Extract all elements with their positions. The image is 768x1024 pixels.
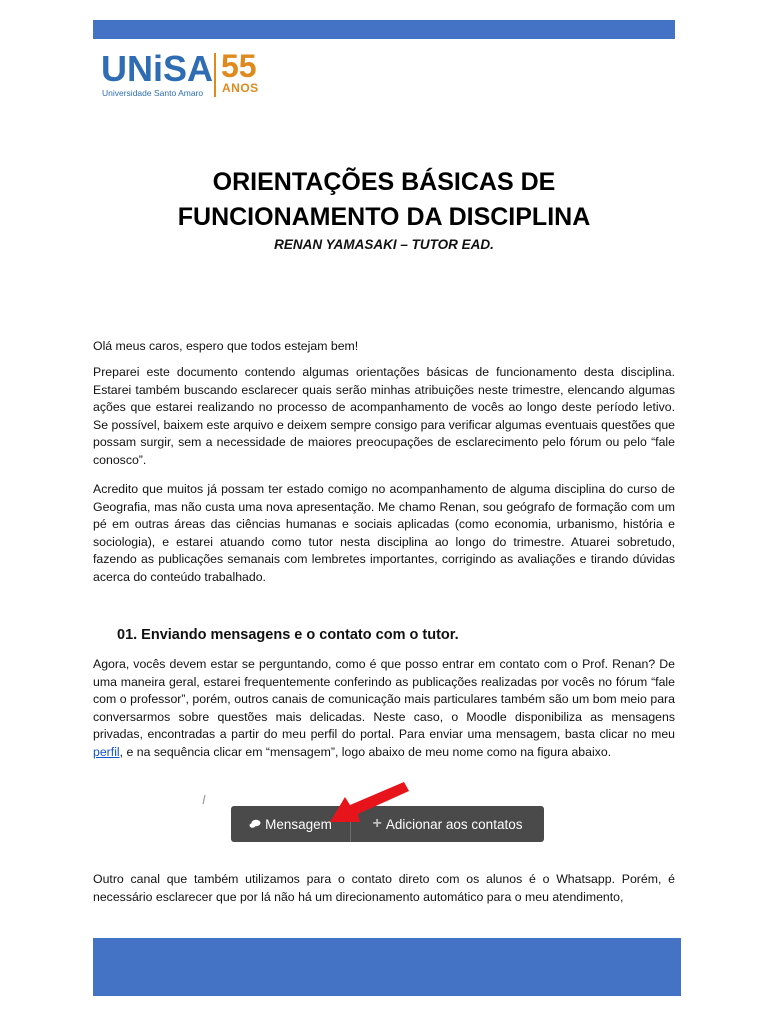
greeting-paragraph: Olá meus caros, espero que todos estejam bem! <box>93 339 359 353</box>
logo-subtitle: Universidade Santo Amaro <box>102 88 204 98</box>
logo-divider <box>214 53 216 97</box>
red-arrow-icon <box>326 780 410 826</box>
messages-paragraph <box>93 656 675 762</box>
unisa-logo <box>101 50 271 102</box>
section-heading-messages: 01. Enviando mensagens e o contato com o tutor. <box>117 627 459 643</box>
document-title <box>93 165 675 235</box>
messages-text-start: Agora, vocês devem estar se perguntando, como é que posso entrar em contato com o Prof. Renan? De uma maneira geral, estarei frequentemente conferindo as publicações realizadas por vocês no fórum “fale com o professor”, porém, outros canais de comunicação mais particulares também são um bom meio para conversarmos sobre questões mais delicadas. Neste caso, o Moodle disponibiliza as mensagens privadas, encontradas a partir do meu perfil do portal. Para enviar uma mensagem, basta clicar no meu <box>93 657 675 742</box>
document-subtitle: RENAN YAMASAKI – TUTOR EAD. <box>274 237 494 252</box>
add-contacts-label: Adicionar aos contatos <box>385 816 523 832</box>
footer-bar <box>93 938 681 996</box>
title-line-1: ORIENTAÇÕES BÁSICAS DE <box>212 168 556 196</box>
intro-paragraph: Preparei este documento contendo algumas orientações básicas de funcionamento desta disciplina. Estarei também buscando esclarecer quais serão minhas atribuições neste trimestre, elencando algumas ações que estarei realizando no processo de acompanhamento de vocês ao longo deste período letivo. Se possível, baixem este arquivo e deixem sempre consigo para verificar algumas eventuais questões que possam surgir, sem a necessidade de maiores preocupações de esclarecimento pelo fórum ou pelo “fale conosco”. <box>93 365 675 467</box>
title-line-2: FUNCIONAMENTO DA DISCIPLINA <box>177 203 591 231</box>
whatsapp-paragraph: Outro canal que também utilizamos para o contato direto com os alunos é o Whatsapp. Porém, é necessário esclarecer que por lá não há um direcionamento automático para o meu atendimento, <box>93 872 675 904</box>
stray-mark <box>202 795 206 805</box>
messages-text-end: , e na sequência clicar em “mensagem”, logo abaixo de meu nome como na figura abaixo. <box>119 744 612 759</box>
logo-years: 55 <box>221 48 257 84</box>
profile-link[interactable]: perfil <box>93 744 120 759</box>
speech-bubble-icon <box>249 819 261 829</box>
header-bar <box>93 20 675 39</box>
message-button-label: Mensagem <box>265 816 332 832</box>
logo-years-label: ANOS <box>222 81 259 95</box>
presentation-paragraph: Acredito que muitos já possam ter estado comigo no acompanhamento de alguma disciplina do curso de Geografia, mas não custa uma nova apresentação. Me chamo Renan, sou geógrafo de formação com um pé em outras áreas das ciências humanas e sociais aplicadas (como economia, urbanismo, história e sociologia), e estarei atuando como tutor nesta disciplina ao longo do trimestre. Atuarei sobretudo, fazendo as publicações semanais com lembretes importantes, corrigindo as avaliações e tirando dúvidas acerca do conteúdo trabalhado. <box>93 482 675 584</box>
logo-brand: UNiSA <box>101 48 214 89</box>
plus-icon: + <box>372 815 382 832</box>
